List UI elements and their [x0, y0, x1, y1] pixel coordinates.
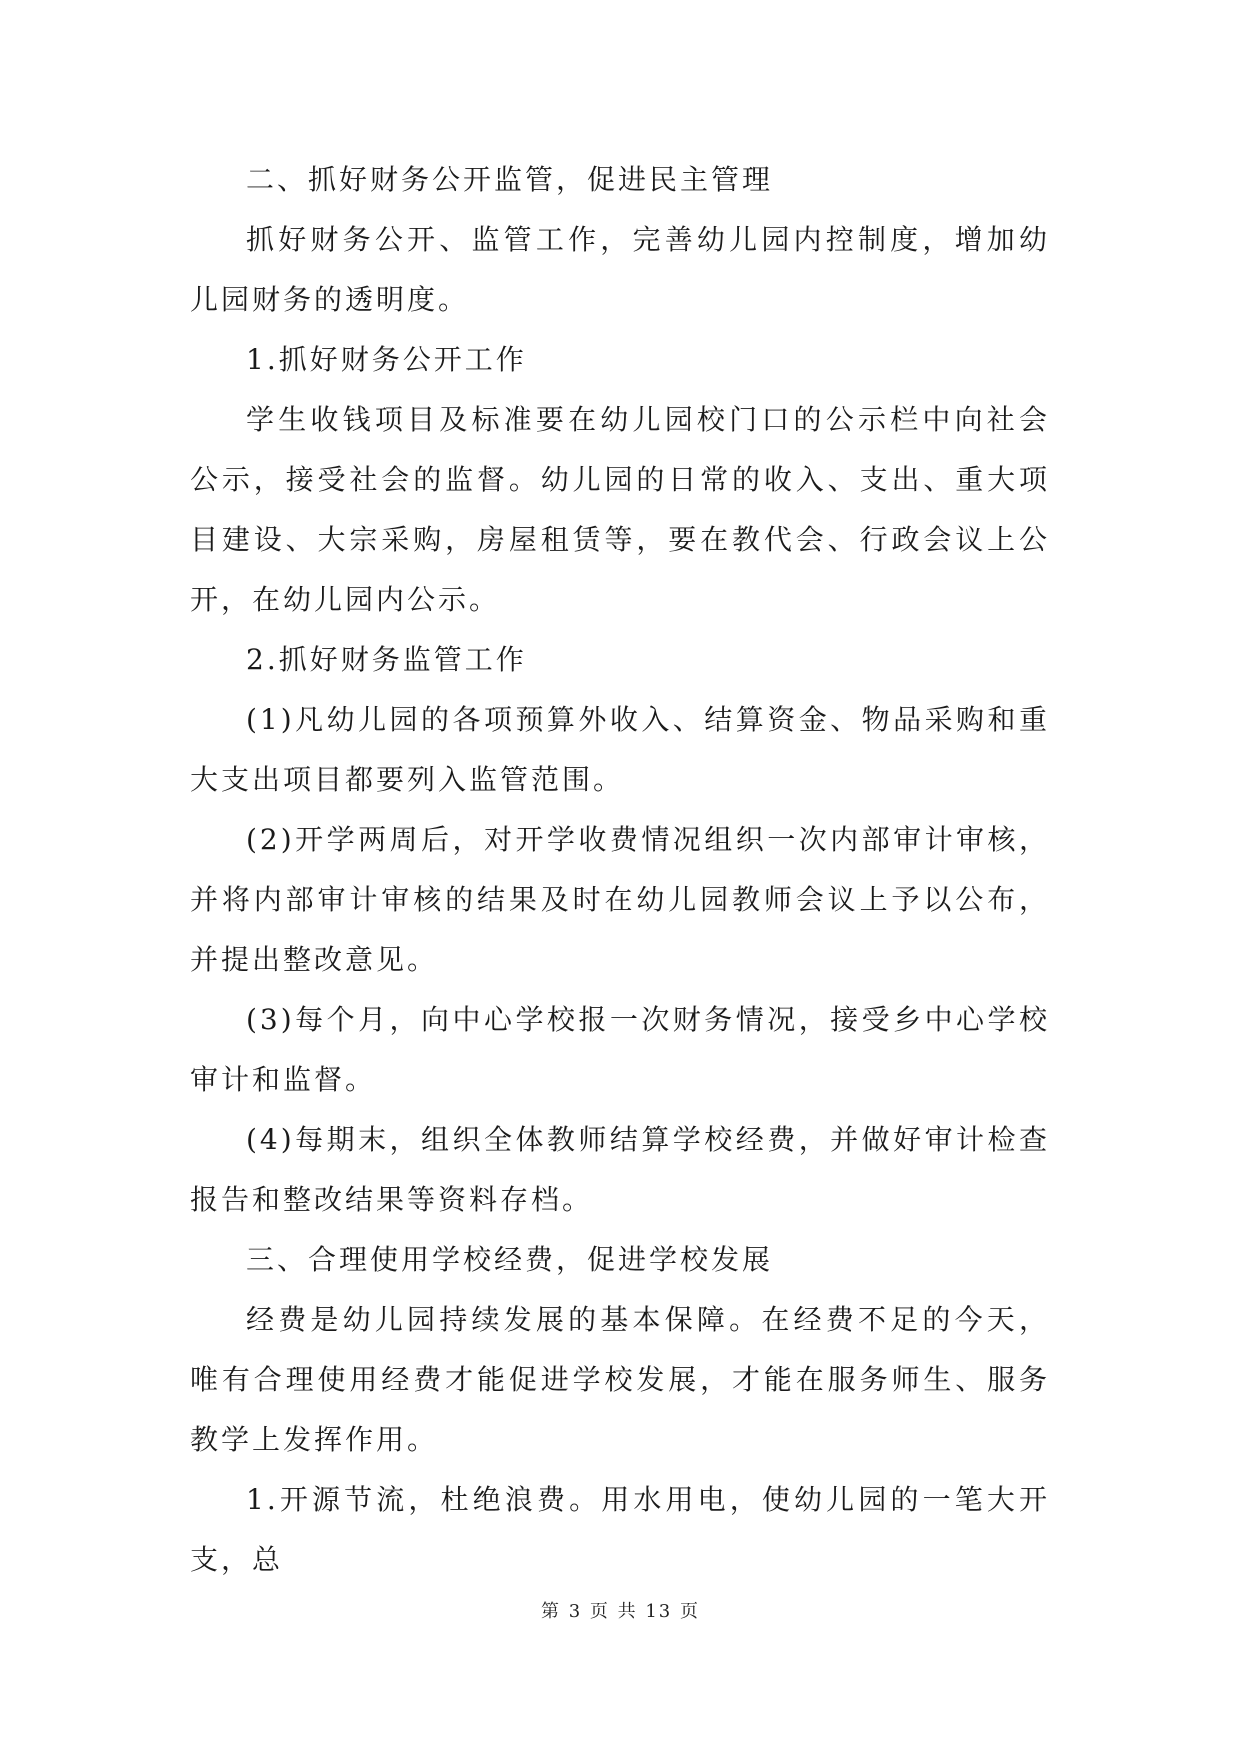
list-item: (3)每个月，向中心学校报一次财务情况，接受乡中心学校审计和监督。 — [190, 1003, 1050, 1096]
list-item: (4)每期末，组织全体教师结算学校经费，并做好审计检查报告和整改结果等资料存档。 — [190, 1123, 1050, 1216]
paragraph: 抓好财务公开、监管工作，完善幼儿园内控制度，增加幼儿园财务的透明度。 — [190, 223, 1050, 316]
document-body — [190, 150, 1050, 1590]
paragraph: 学生收钱项目及标准要在幼儿园校门口的公示栏中向社会公示，接受社会的监督。幼儿园的日常的收入、支出、重大项目建设、大宗采购，房屋租赁等，要在教代会、行政会议上公开，在幼儿园内公示。 — [190, 403, 1050, 616]
paragraph: 经费是幼儿园持续发展的基本保障。在经费不足的今天，唯有合理使用经费才能促进学校发展，才能在服务师生、服务教学上发挥作用。 — [190, 1303, 1050, 1456]
subheading-1: 1.抓好财务公开工作 — [246, 343, 527, 376]
section-heading-3: 三、合理使用学校经费，促进学校发展 — [246, 1243, 774, 1276]
section-heading-2: 二、抓好财务公开监管，促进民主管理 — [246, 163, 774, 196]
page-number-footer: 第 3 页 共 13 页 — [541, 1601, 700, 1622]
subheading-2: 2.抓好财务监管工作 — [246, 643, 527, 676]
list-item: (1)凡幼儿园的各项预算外收入、结算资金、物品采购和重大支出项目都要列入监管范围。 — [190, 703, 1050, 796]
list-item: (2)开学两周后，对开学收费情况组织一次内部审计审核，并将内部审计审核的结果及时在幼儿园教师会议上予以公布，并提出整改意见。 — [190, 823, 1050, 976]
paragraph: 1.开源节流，杜绝浪费。用水用电，使幼儿园的一笔大开支，总 — [190, 1483, 1050, 1576]
